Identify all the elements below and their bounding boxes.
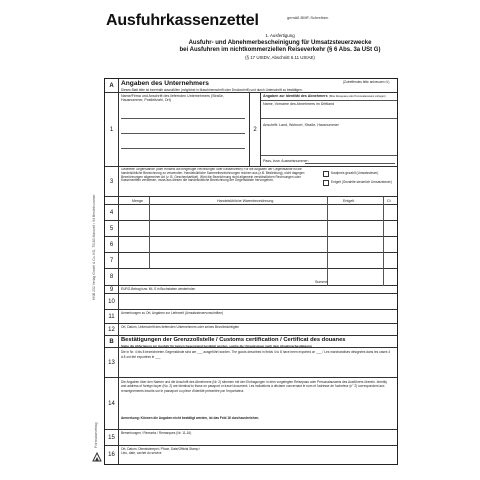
customs-stamp-label: Ort, Datum, Dienststempel / Place, Date/Official Stamp / Lieu, date, cachet du service <box>121 447 201 456</box>
row-number-11: 11 <box>105 310 119 323</box>
export-form <box>104 78 398 465</box>
row-number-13: 13 <box>105 348 119 377</box>
row-number-4: 4 <box>105 205 119 220</box>
row-number-10: 10 <box>105 294 119 309</box>
buyer-address-label: Anschrift: Land, Wohnort, Straße, Hausnummer <box>263 123 339 127</box>
row-12 <box>105 324 397 336</box>
row-number-3: 3 <box>105 167 119 196</box>
row-number-1: 1 <box>105 93 119 166</box>
section-b-letter: B <box>105 336 119 347</box>
table-header-ct: Ct <box>387 199 391 203</box>
option-entgelt-label: Entgelt (Gezahlte steuerlich Umsatzsteuer) <box>331 180 392 184</box>
heading-line-1: Ausfuhr- und Abnehmerbescheinigung für Umsatzsteuerzwecke <box>188 40 372 46</box>
section-a-letter: A <box>105 79 119 92</box>
row-1-2 <box>105 93 397 167</box>
table-row <box>105 269 397 286</box>
row-3 <box>105 167 397 197</box>
signature-label: Ort, Datum, Unterschrift des liefernden Unternehmers oder seines Bevollmächtigten <box>121 325 240 329</box>
row-16 <box>105 446 397 464</box>
buyer-address-field[interactable] <box>261 128 397 156</box>
row-number-15: 15 <box>105 430 119 445</box>
remarks-label: Anmerkungen zu Ort, Angaben zur Lieferzeit (Umsatzsteuervorschriften) <box>121 311 224 315</box>
table-header-menge: Menge <box>132 199 143 203</box>
row-number-12: 12 <box>105 324 119 335</box>
section-a-title: Angaben des Unternehmers <box>121 80 209 87</box>
row-number-6: 6 <box>105 237 119 252</box>
sum-label: Summe <box>315 280 328 284</box>
option-entgelt-checkbox[interactable] <box>323 180 329 186</box>
row-number-5: 5 <box>105 221 119 236</box>
top-note: gemäß BMF-Schreiben <box>287 15 329 20</box>
amount-in-words-label: EURO-Betrag bzw. ML S in Buchstaben wiederholen <box>121 287 196 291</box>
row-number-9: 9 <box>105 286 119 293</box>
section-a-note: (Zutreffendes bitte ankreuzen ☒) <box>343 80 390 84</box>
footer-text: Formularverlag <box>94 422 98 448</box>
row-15 <box>105 430 397 446</box>
row-number-8: 8 <box>105 269 119 285</box>
identity-note: Anmerkung: Können die Angaben nicht bestätigt werden, ist das Feld 16 durchzustreichen. <box>121 416 260 420</box>
option-kaufpreis-checkbox[interactable] <box>323 171 329 177</box>
goods-description: Gelieferte Gegenstände (oder Hinweis auf beigefügte Rechnungen oder Kassenzettel) Für die Angaben der Gegenstände ist die handelsübliche Bezeichnung zu verwenden. Handelsübliche Sammelbezeichnungen reichen aus (z.B. Bekleidung), nicht dagegen Bezeichnungen allgemeiner Art (z. B. Geschenkartikel). Wird die Bezeichnung nicht allgemein verständlichen Rechnungen oder Kassenzetteln verwiesen, muss aus diesen die handelsübliche Bezeichnung der Gegenstände hervorgehen. <box>121 168 305 183</box>
row-10 <box>105 294 397 310</box>
section-a-header <box>105 79 397 93</box>
supplier-field[interactable] <box>119 103 247 165</box>
section-a-subtitle: Dieses Blatt bitte ist innerhalb auszufüllen (möglichst in Maschinenschrift oder Druckschrift) und durch Unterschrift zu bestätigen. <box>121 88 303 92</box>
copy-label: 1. Ausfertigung <box>265 33 295 38</box>
table-header-entgelt: Entgelt <box>343 199 355 203</box>
buyer-name-label: Name, Vorname des Abnehmers im Drittland <box>263 102 335 106</box>
row-9 <box>105 286 397 294</box>
row-number-2: 2 <box>250 93 261 167</box>
buyer-note: (Bitte Reisepass oder Personalausweis vorlegen) <box>329 94 386 98</box>
heading-line-3: (§ 17 UStDV, Abschnitt 6.11 UStAE) <box>245 55 315 60</box>
publisher-logo-icon <box>92 452 102 462</box>
identity-confirmation-text: Die Angaben über den Namen und die Anschrift des Abnehmers (Nr. 2) stimmen mit den Eintragungen in dem vorgelegten Reisepass oder Personalausweis des Ausführers überein. Identity and address of foreign buyer (No. 2) are identical to those on passport or travel document. Les indications à déclarer concernant le nom et l'adresse de l'acheteur (n° 2) correspondent aux renseignements inscrits sur le passeport ou pièce d'identité présentée par l'exportateur. <box>121 380 387 393</box>
export-confirmation-text: Die in Nr. 4 bis 8 bezeichneten Gegenstände sind am ___ ausgeführt worden. The goods described in fields 4 to 8 have been exported on ___ / Les marchandises désignées dans les cases 4 à 8 ont été exportées le ___ <box>121 350 391 360</box>
supplier-label: Name/Firma und Anschrift des liefernden Unternehmers (Straße, Hausnummer, Postleitzahl, Ort) <box>121 94 224 103</box>
passport-label: Pass- bzw. Ausweisnummer: <box>263 159 309 163</box>
row-13 <box>105 348 397 378</box>
margin-text: HNB 232 Verlag GmbH & Co. KG, 75183 Marxzell • 94 Bestellnummer <box>92 194 96 300</box>
row-number-16: 16 <box>105 446 119 464</box>
buyer-label: Angaben zur Identität des Abnehmers <box>263 94 328 98</box>
option-kaufpreis-label: Kaufpreis gezahlt (Umsatzsteuer) <box>331 171 379 175</box>
row-number-14: 14 <box>105 378 119 429</box>
section-b-subtitle: Siehe die Abfertigung zur Ausfuhr für keinen Gegenstand bestätigt werden, solche die Umsatzsteuer nach dem Abnehmerbestätigung <box>121 344 312 348</box>
section-b-header <box>105 336 397 348</box>
page-title: Ausfuhrkassenzettel <box>106 12 259 29</box>
table-header-bezeichnung: Handelsübliche Warenbezeichnung <box>217 199 274 203</box>
heading-line-2: bei Ausfuhren im nichtkommerziellen Reiseverkehr (§ 6 Abs. 3a USt G) <box>179 47 381 53</box>
customs-remarks-label: Bemerkungen / Remarks / Remarques (Nr. 11-16) <box>121 431 192 435</box>
buyer-name-field[interactable] <box>261 107 397 119</box>
section-b-title: Bestätigungen der Grenzzollstelle / Customs certification / Certificat des douanes <box>121 337 346 343</box>
row-14 <box>105 378 397 430</box>
row-number-7: 7 <box>105 253 119 268</box>
row-11 <box>105 310 397 324</box>
